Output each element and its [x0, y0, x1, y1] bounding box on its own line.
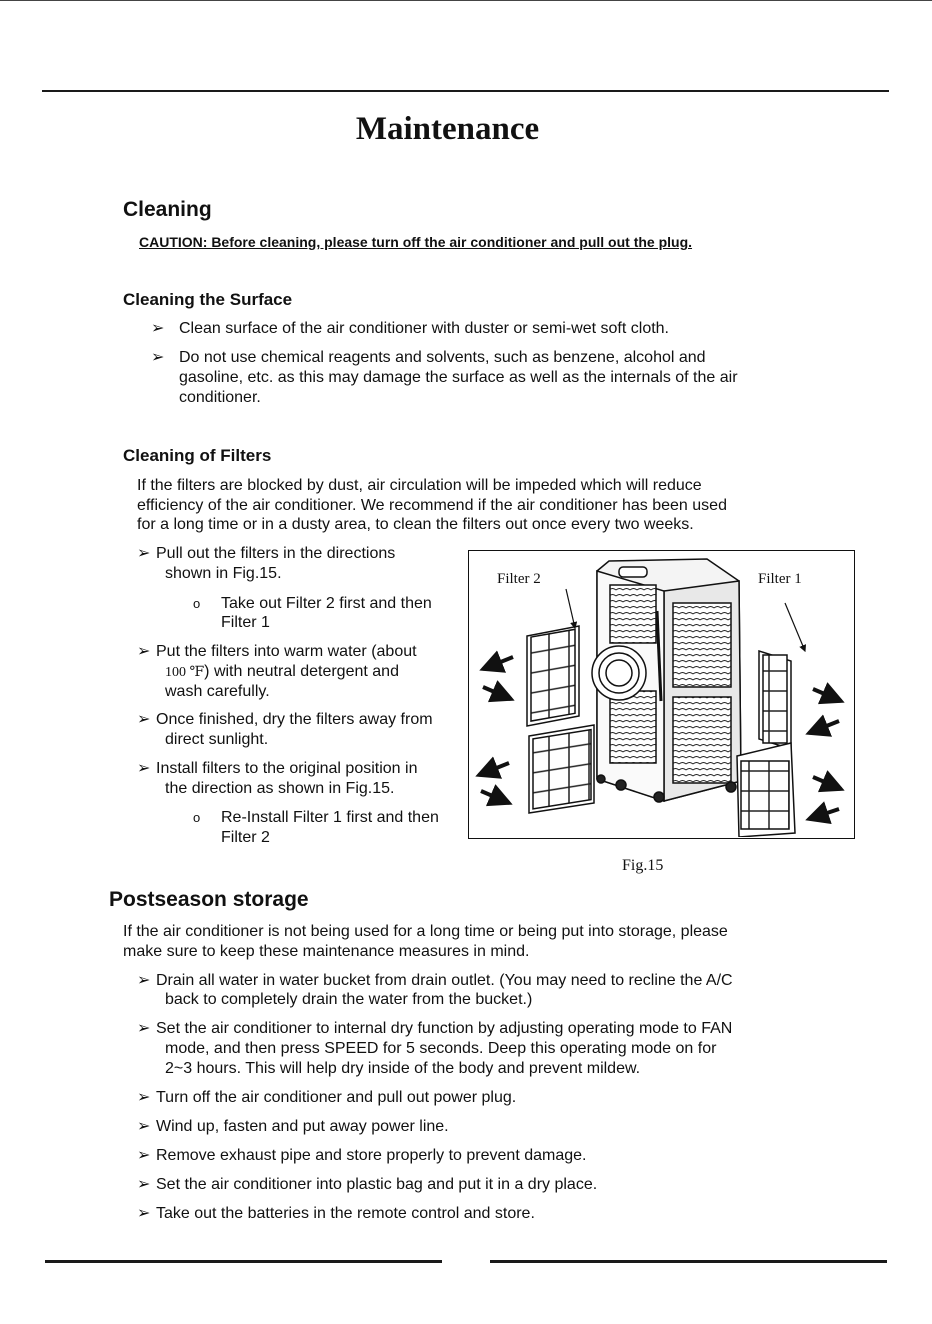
filters-step-4	[137, 759, 417, 779]
arrow-bullet-icon: ➢	[137, 643, 151, 660]
surface-item-2-line-3: conditioner.	[179, 389, 261, 406]
filters-step-3-line-1: Once finished, dry the filters away from	[156, 711, 433, 728]
filters-step-1-sub-line-1: Take out Filter 2 first and then	[221, 595, 432, 612]
arrow-bullet-icon: ➢	[137, 1020, 151, 1037]
page-top-edge	[0, 0, 932, 1]
section-heading-cleaning: Cleaning	[123, 198, 212, 221]
arrow-bullet-icon: ➢	[137, 760, 151, 777]
storage-intro-line-2: make sure to keep these maintenance measures in mind.	[123, 943, 530, 960]
filters-intro-line-1: If the filters are blocked by dust, air circulation will be impeded which will reduce	[137, 477, 702, 494]
arrow-bullet-icon: ➢	[137, 545, 151, 562]
arrow-bullet-icon: ➢	[137, 972, 151, 989]
filters-step-3-line-2: direct sunlight.	[165, 731, 269, 748]
page-title: Maintenance	[355, 111, 540, 147]
filters-step-1-sub	[193, 594, 432, 614]
storage-item-2-line-3: 2~3 hours. This will help dry inside of the body and prevent mildew.	[165, 1060, 641, 1077]
arrow-bullet-icon: ➢	[151, 349, 165, 366]
filters-step-2-line-1: Put the filters into warm water (about	[156, 643, 417, 660]
storage-item-4-text: Wind up, fasten and put away power line.	[156, 1118, 449, 1135]
storage-item-2-line-2: mode, and then press SPEED for 5 seconds. Deep this operating mode on for	[165, 1040, 717, 1057]
filters-step-2-line-3: wash carefully.	[165, 683, 270, 700]
storage-item-3-text: Turn off the air conditioner and pull out power plug.	[156, 1089, 517, 1106]
filter-2-panels	[527, 626, 594, 813]
surface-item-2-line-2: gasoline, etc. as this may damage the surface as well as the internals of the air	[179, 369, 738, 386]
header-rule	[42, 90, 889, 92]
filters-step-2-line-2-rest: ) with neutral detergent and	[204, 663, 399, 680]
surface-item-2	[151, 348, 706, 368]
filters-step-2-line-2	[165, 662, 399, 683]
storage-item-1-line-2: back to completely drain the water from the bucket.)	[165, 991, 533, 1008]
storage-intro-line-1: If the air conditioner is not being used for a long time or being put into storage, please	[123, 923, 728, 940]
storage-item-5	[137, 1146, 586, 1166]
filters-step-2	[137, 642, 417, 662]
arrow-bullet-icon: ➢	[137, 711, 151, 728]
surface-item-2-line-1: Do not use chemical reagents and solvents, such as benzene, alcohol and	[179, 349, 706, 366]
figure-caption: Fig.15	[622, 857, 664, 874]
arrow-bullet-icon: ➢	[137, 1205, 151, 1222]
circle-bullet-icon: o	[193, 810, 201, 825]
figure-15-frame	[468, 550, 855, 839]
arrow-bullet-icon: ➢	[137, 1176, 151, 1193]
filters-step-1-line-1: Pull out the filters in the directions	[156, 545, 396, 562]
filters-step-1-line-2: shown in Fig.15.	[165, 565, 282, 582]
filters-step-3	[137, 710, 433, 730]
filters-intro-line-3: for a long time or in a dusty area, to clean the filters out once every two weeks.	[137, 516, 694, 533]
arrow-bullet-icon: ➢	[137, 1118, 151, 1135]
storage-item-6	[137, 1175, 597, 1195]
storage-item-3	[137, 1088, 516, 1108]
air-conditioner-illustration	[469, 551, 853, 837]
filters-step-4-sub-line-1: Re-Install Filter 1 first and then	[221, 809, 439, 826]
subsection-heading-surface: Cleaning the Surface	[123, 290, 293, 309]
arrow-bullet-icon: ➢	[137, 1089, 151, 1106]
surface-item-1-text: Clean surface of the air conditioner with duster or semi-wet soft cloth.	[179, 320, 669, 337]
storage-item-4	[137, 1117, 449, 1137]
filters-step-4-sub-line-2: Filter 2	[221, 829, 270, 846]
label-filter-1: Filter 1	[758, 571, 802, 587]
surface-item-1	[151, 319, 669, 339]
arrow-bullet-icon: ➢	[137, 1147, 151, 1164]
water-temperature: 100 ℉	[165, 665, 205, 680]
circle-bullet-icon: o	[193, 596, 201, 611]
footer-rule-left	[45, 1260, 442, 1263]
filters-step-4-line-2: the direction as shown in Fig.15.	[165, 780, 395, 797]
storage-item-5-text: Remove exhaust pipe and store properly to prevent damage.	[156, 1147, 587, 1164]
filter-1-panels	[737, 651, 795, 837]
caution-note: CAUTION: Before cleaning, please turn off the air conditioner and pull out the plug.	[139, 234, 693, 250]
air-conditioner-unit	[592, 559, 741, 802]
filters-intro-line-2: efficiency of the air conditioner. We recommend if the air conditioner has been used	[137, 497, 727, 514]
footer-rule-right	[490, 1260, 887, 1263]
filters-step-4-line-1: Install filters to the original position in	[156, 760, 418, 777]
storage-item-1	[137, 971, 733, 991]
storage-item-1-line-1: Drain all water in water bucket from drain outlet. (You may need to recline the A/C	[156, 972, 733, 989]
filters-step-4-sub	[193, 808, 439, 828]
filters-step-1	[137, 544, 395, 564]
arrow-bullet-icon: ➢	[151, 320, 165, 337]
label-filter-2: Filter 2	[497, 571, 541, 587]
section-heading-storage: Postseason storage	[109, 888, 309, 911]
filters-step-1-sub-line-2: Filter 1	[221, 614, 270, 631]
storage-item-7	[137, 1204, 535, 1224]
storage-item-6-text: Set the air conditioner into plastic bag and put it in a dry place.	[156, 1176, 598, 1193]
storage-item-2	[137, 1019, 732, 1039]
subsection-heading-filters: Cleaning of Filters	[123, 446, 272, 465]
storage-item-7-text: Take out the batteries in the remote control and store.	[156, 1205, 535, 1222]
storage-item-2-line-1: Set the air conditioner to internal dry function by adjusting operating mode to FAN	[156, 1020, 733, 1037]
